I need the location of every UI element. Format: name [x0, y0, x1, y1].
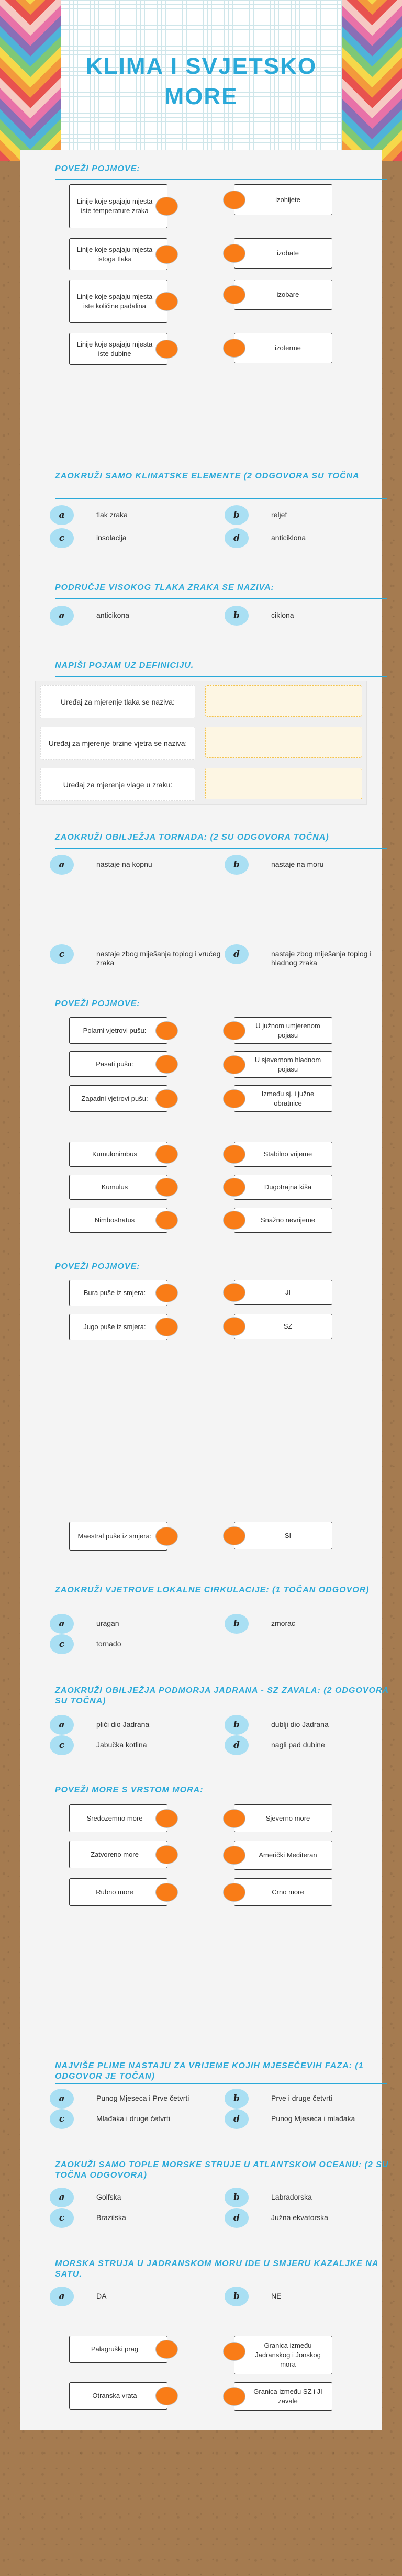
- option-letter-c[interactable]: c: [50, 1735, 74, 1755]
- option-letter-a[interactable]: a: [50, 505, 74, 525]
- option-text[interactable]: anticiklona: [271, 533, 306, 542]
- option-letter-b[interactable]: b: [225, 1715, 249, 1735]
- option-text[interactable]: Punog Mjeseca i Prve četvrti: [96, 2094, 189, 2102]
- match-left-connector-dot[interactable]: [155, 245, 178, 264]
- section-divider: [55, 2083, 387, 2084]
- match-right-connector-dot[interactable]: [223, 1055, 245, 1074]
- match-right-connector-dot[interactable]: [223, 1178, 245, 1197]
- match-left-item[interactable]: Jugo puše iz smjera:: [69, 1314, 168, 1340]
- match-right-item[interactable]: Između sj. i južne obratnice: [234, 1085, 332, 1112]
- option-letter-b[interactable]: b: [225, 855, 249, 875]
- section-heading: POVEŽI POJMOVE:: [55, 999, 140, 1008]
- match-left-connector-dot[interactable]: [155, 1527, 178, 1546]
- section-divider: [55, 179, 387, 180]
- option-letter-b[interactable]: b: [225, 2287, 249, 2306]
- section-heading: NAJVIŠE PLIME NASTAJU ZA VRIJEME KOJIH MJESEČEVIH FAZA: (1 ODGOVOR JE TOČAN): [55, 2061, 364, 2081]
- match-right-item[interactable]: SI: [234, 1522, 332, 1549]
- option-letter-b[interactable]: b: [225, 505, 249, 525]
- option-text[interactable]: dublji dio Jadrana: [271, 1720, 329, 1729]
- match-left-item[interactable]: Pasati pušu:: [69, 1051, 168, 1077]
- match-right-item[interactable]: Američki Mediteran: [234, 1841, 332, 1870]
- definition-prompt: Uređaj za mjerenje tlaka se naziva:: [40, 685, 195, 718]
- match-left-connector-dot[interactable]: [155, 2340, 178, 2359]
- option-letter-c[interactable]: c: [50, 2208, 74, 2228]
- match-right-item[interactable]: Granica između Jadranskog i Jonskog mora: [234, 2336, 332, 2374]
- match-left-item[interactable]: Palagruški prag: [69, 2336, 168, 2363]
- match-right-item[interactable]: JI: [234, 1280, 332, 1305]
- section-divider: [55, 676, 387, 677]
- option-text[interactable]: tornado: [96, 1640, 121, 1648]
- section-heading: ZAOKUŽI SAMO TOPLE MORSKE STRUJE U ATLANTSKOM OCEANU: (2 SU TOČNA ODGOVORA): [55, 2160, 389, 2180]
- option-letter-c[interactable]: c: [50, 528, 74, 548]
- option-text[interactable]: reljef: [271, 510, 287, 519]
- match-right-connector-dot[interactable]: [223, 1526, 245, 1545]
- match-left-connector-dot[interactable]: [155, 1809, 178, 1828]
- option-letter-a[interactable]: a: [50, 2089, 74, 2109]
- section-heading: ZAOKRUŽI OBILJEŽJA TORNADA: (2 SU ODGOVORA TOČNA): [55, 833, 329, 842]
- option-letter-d[interactable]: d: [225, 528, 249, 548]
- answer-input[interactable]: [205, 685, 362, 717]
- match-left-connector-dot[interactable]: [155, 1284, 178, 1302]
- match-right-item[interactable]: izobate: [234, 238, 332, 269]
- option-letter-a[interactable]: a: [50, 2188, 74, 2207]
- match-left-item[interactable]: Maestral puše iz smjera:: [69, 1522, 168, 1551]
- match-right-connector-dot[interactable]: [223, 2342, 245, 2361]
- match-right-item[interactable]: SZ: [234, 1314, 332, 1339]
- section-heading: ZAOKRUŽI VJETROVE LOKALNE CIRKULACIJE: (1 TOČAN ODGOVOR): [55, 1586, 370, 1594]
- match-right-item[interactable]: izobare: [234, 280, 332, 310]
- match-left-connector-dot[interactable]: [155, 1883, 178, 1902]
- option-text[interactable]: insolacija: [96, 533, 127, 542]
- match-left-item[interactable]: Linije koje spajaju mjesta istoga tlaka: [69, 238, 168, 270]
- section-heading: NAPIŠI POJAM UZ DEFINICIJU.: [55, 661, 194, 670]
- option-text[interactable]: Punog Mjeseca i mlađaka: [271, 2114, 355, 2123]
- section-heading: ZAOKRUŽI SAMO KLIMATSKE ELEMENTE (2 ODGOVORA SU TOČNA: [55, 472, 360, 481]
- match-left-item[interactable]: Otranska vrata: [69, 2382, 168, 2410]
- match-right-connector-dot[interactable]: [223, 339, 245, 358]
- match-left-item[interactable]: Kumulonimbus: [69, 1142, 168, 1167]
- match-right-connector-dot[interactable]: [223, 1846, 245, 1865]
- option-text[interactable]: nastaje na moru: [271, 860, 324, 868]
- option-text[interactable]: plići dio Jadrana: [96, 1720, 150, 1729]
- match-left-item[interactable]: Kumulus: [69, 1175, 168, 1200]
- match-right-connector-dot[interactable]: [223, 1883, 245, 1902]
- option-text[interactable]: Golfska: [96, 2193, 121, 2201]
- match-right-connector-dot[interactable]: [223, 1145, 245, 1164]
- option-letter-b[interactable]: b: [225, 1614, 249, 1634]
- match-left-connector-dot[interactable]: [155, 1021, 178, 1040]
- definition-prompt: Uređaj za mjerenje brzine vjetra se naziva:: [40, 727, 195, 760]
- option-letter-b[interactable]: b: [225, 2188, 249, 2207]
- option-letter-d[interactable]: d: [225, 2208, 249, 2228]
- match-left-connector-dot[interactable]: [155, 340, 178, 359]
- section-divider: [55, 598, 387, 599]
- option-letter-a[interactable]: a: [50, 1614, 74, 1634]
- match-left-item[interactable]: Linije koje spajaju mjesta iste temperature zraka: [69, 184, 168, 228]
- match-right-item[interactable]: Sjeverno more: [234, 1804, 332, 1832]
- option-letter-d[interactable]: d: [225, 944, 249, 964]
- option-letter-c[interactable]: c: [50, 1634, 74, 1654]
- match-left-item[interactable]: Zapadni vjetrovi pušu:: [69, 1085, 168, 1112]
- section-heading: POVEŽI POJMOVE:: [55, 164, 140, 173]
- match-right-connector-dot[interactable]: [223, 1317, 245, 1336]
- match-left-connector-dot[interactable]: [155, 1845, 178, 1864]
- option-text[interactable]: nastaje na kopnu: [96, 860, 152, 868]
- match-left-connector-dot[interactable]: [155, 1089, 178, 1108]
- section-heading: PODRUČJE VISOKOG TLAKA ZRAKA SE NAZIVA:: [55, 583, 274, 592]
- option-letter-c[interactable]: c: [50, 944, 74, 964]
- match-right-item[interactable]: Dugotrajna kiša: [234, 1175, 332, 1200]
- match-left-connector-dot[interactable]: [155, 2387, 178, 2405]
- match-left-connector-dot[interactable]: [155, 197, 178, 216]
- section-heading: MORSKA STRUJA U JADRANSKOM MORU IDE U SMJERU KAZALJKE NA SATU.: [55, 2259, 378, 2279]
- option-letter-a[interactable]: a: [50, 606, 74, 626]
- section-heading: POVEŽI MORE S VRSTOM MORA:: [55, 1786, 204, 1794]
- match-right-item[interactable]: Snažno nevrijeme: [234, 1208, 332, 1233]
- match-left-item[interactable]: Sredozemno more: [69, 1804, 168, 1832]
- match-right-item[interactable]: Stabilno vrijeme: [234, 1142, 332, 1167]
- answer-input[interactable]: [205, 727, 362, 758]
- worksheet-panel: [20, 150, 389, 2430]
- match-right-connector-dot[interactable]: [223, 1021, 245, 1040]
- match-left-item[interactable]: Zatvoreno more: [69, 1841, 168, 1868]
- option-letter-b[interactable]: b: [225, 2089, 249, 2109]
- match-right-connector-dot[interactable]: [223, 1211, 245, 1230]
- match-left-connector-dot[interactable]: [155, 1178, 178, 1197]
- option-letter-c[interactable]: c: [50, 2109, 74, 2129]
- match-right-item[interactable]: U sjevernom hladnom pojasu: [234, 1051, 332, 1078]
- option-text[interactable]: nagli pad dubine: [271, 1741, 325, 1749]
- match-right-connector-dot[interactable]: [223, 1283, 245, 1302]
- option-text[interactable]: anticikona: [96, 611, 130, 619]
- match-right-connector-dot[interactable]: [223, 1809, 245, 1828]
- option-letter-a[interactable]: a: [50, 1715, 74, 1735]
- match-right-item[interactable]: Crno more: [234, 1878, 332, 1906]
- option-text[interactable]: uragan: [96, 1619, 119, 1627]
- match-left-connector-dot[interactable]: [155, 292, 178, 311]
- match-left-connector-dot[interactable]: [155, 1145, 178, 1164]
- match-right-connector-dot[interactable]: [223, 244, 245, 263]
- option-text[interactable]: ciklona: [271, 611, 294, 619]
- match-right-connector-dot[interactable]: [223, 191, 245, 209]
- option-text[interactable]: Južna ekvatorska: [271, 2213, 328, 2222]
- match-right-item[interactable]: Granica između SZ i JI zavale: [234, 2382, 332, 2411]
- section-heading: ZAOKRUŽI OBILJEŽJA PODMORJA JADRANA - SZ ZAVALA: (2 ODGOVORA SU TOČNA): [55, 1686, 389, 1705]
- match-left-connector-dot[interactable]: [155, 1318, 178, 1336]
- option-letter-d[interactable]: d: [225, 1735, 249, 1755]
- option-text[interactable]: NE: [271, 2292, 282, 2300]
- page-title: KLIMA I SVJETSKO MORE: [85, 53, 317, 109]
- match-right-item[interactable]: izohijete: [234, 184, 332, 215]
- match-left-connector-dot[interactable]: [155, 1211, 178, 1230]
- chevron-pattern-left: [0, 0, 61, 161]
- match-right-connector-dot[interactable]: [223, 2387, 245, 2406]
- match-left-item[interactable]: Bura puše iz smjera:: [69, 1280, 168, 1306]
- section-divider: [55, 498, 387, 499]
- option-text[interactable]: zmorac: [271, 1619, 295, 1627]
- option-letter-b[interactable]: b: [225, 606, 249, 626]
- header-banner: [0, 0, 402, 161]
- option-text[interactable]: Jabučka kotlina: [96, 1741, 147, 1749]
- option-text[interactable]: tlak zraka: [96, 510, 128, 519]
- match-left-item[interactable]: Rubno more: [69, 1878, 168, 1906]
- option-letter-d[interactable]: d: [225, 2109, 249, 2129]
- chevron-pattern-right: [342, 0, 402, 161]
- match-left-item[interactable]: Linije koje spajaju mjesta iste dubine: [69, 333, 168, 365]
- option-text[interactable]: Brazilska: [96, 2213, 126, 2222]
- match-right-item[interactable]: izoterme: [234, 333, 332, 363]
- answer-input[interactable]: [205, 768, 362, 799]
- option-text[interactable]: DA: [96, 2292, 107, 2300]
- option-text[interactable]: Mlađaka i druge četvrti: [96, 2114, 170, 2123]
- match-left-item[interactable]: Polarni vjetrovi pušu:: [69, 1017, 168, 1044]
- match-left-item[interactable]: Nimbostratus: [69, 1208, 168, 1233]
- option-text[interactable]: Prve i druge četvrti: [271, 2094, 332, 2102]
- definition-prompt: Uređaj za mjerenje vlage u zraku:: [40, 768, 195, 801]
- option-text[interactable]: Labradorska: [271, 2193, 312, 2201]
- match-left-connector-dot[interactable]: [155, 1055, 178, 1074]
- option-letter-a[interactable]: a: [50, 2287, 74, 2306]
- option-text[interactable]: nastaje zbog miješanja toplog i vrućeg zraka: [96, 950, 221, 967]
- option-text[interactable]: nastaje zbog miješanja toplog i hladnog zraka: [271, 950, 372, 967]
- match-right-connector-dot[interactable]: [223, 285, 245, 304]
- match-right-item[interactable]: U južnom umjerenom pojasu: [234, 1017, 332, 1044]
- section-divider: [55, 848, 387, 849]
- section-heading: POVEŽI POJMOVE:: [55, 1262, 140, 1271]
- match-right-connector-dot[interactable]: [223, 1089, 245, 1108]
- definition-table: [35, 681, 367, 805]
- match-left-item[interactable]: Linije koje spajaju mjesta iste količine padalina: [69, 280, 168, 323]
- option-letter-a[interactable]: a: [50, 855, 74, 875]
